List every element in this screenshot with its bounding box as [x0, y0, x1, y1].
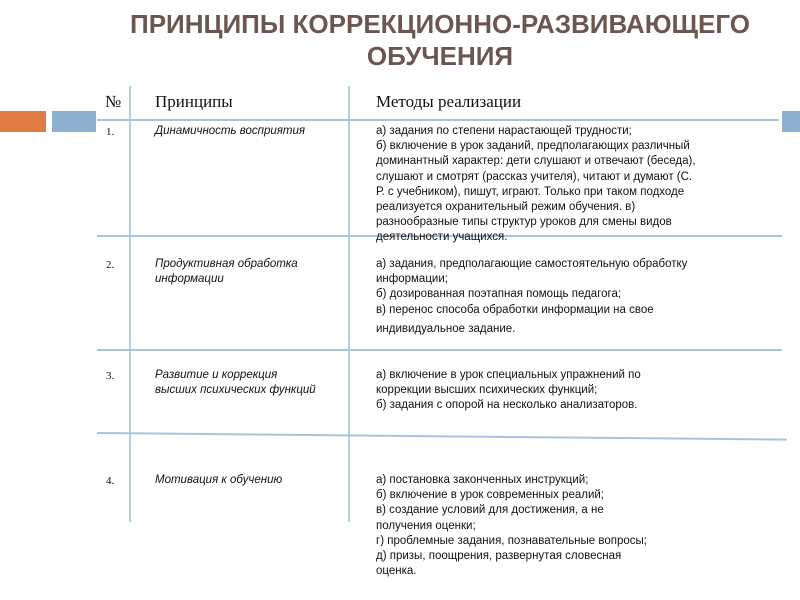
row-principle: [155, 473, 365, 488]
method-line: разнообразные типы структур уроков для смены видов: [376, 216, 672, 229]
row-principle: [155, 368, 365, 398]
method-line: оценка.: [376, 565, 417, 578]
method-line: д) призы, поощрения, развернутая словесная: [376, 550, 622, 563]
principle-line: Продуктивная обработка: [155, 258, 298, 270]
slide-title: [80, 8, 800, 72]
row-methods: [376, 473, 781, 579]
row-methods: [376, 368, 781, 414]
method-line: доминантный характер: дети слушают и отвечают (беседа),: [376, 155, 696, 168]
method-line: б) задания с опорой на несколько анализаторов.: [376, 399, 638, 412]
row-number: 3.: [106, 370, 115, 382]
row-methods: [376, 257, 781, 337]
method-line: получения оценки;: [376, 519, 476, 532]
header-number: №: [105, 92, 122, 111]
table-column-divider-2: [348, 86, 350, 522]
table-row-divider-2: [97, 349, 782, 351]
method-line: деятельности учащихся.: [376, 231, 508, 244]
method-line: в) создание условий для достижения, а не: [376, 504, 604, 517]
method-line: реализуется охранительный режим обучения. в): [376, 201, 636, 214]
principle-line: информации: [155, 273, 224, 285]
method-line: а) постановка законченных инструкций;: [376, 474, 589, 486]
method-line: в) перенос способа обработки информации на свое: [376, 303, 654, 316]
row-principle: [155, 257, 365, 287]
table-header-divider: [97, 119, 779, 121]
row-number: 4.: [106, 475, 115, 487]
principle-line: Динамичность восприятия: [155, 125, 306, 137]
decor-blue-block-right: [782, 111, 800, 132]
row-number: 2.: [106, 259, 115, 271]
method-line: б) дозированная поэтапная помощь педагога;: [376, 288, 622, 301]
slide-title-line-2: ОБУЧЕНИЯ: [366, 41, 514, 71]
method-line: Р. с учебником), пишут, играют. Только при таком подходе: [376, 185, 685, 198]
method-line: коррекции высших психических функций;: [376, 384, 598, 397]
method-line: слушают и смотрят (рассказ учителя), читают и думают (С.: [376, 170, 693, 183]
method-line: г) проблемные задания, познавательные вопросы;: [376, 534, 647, 547]
decor-orange-block: [0, 111, 46, 132]
principle-line: Мотивация к обучению: [155, 474, 283, 486]
header-principles: Принципы: [155, 92, 233, 111]
table-column-divider-1: [129, 86, 131, 522]
row-number: 1.: [106, 126, 115, 138]
header-methods: Методы реализации: [376, 92, 522, 111]
method-line: б) включение в урок заданий, предполагающих различный: [376, 140, 690, 153]
row-principle: [155, 124, 365, 139]
method-line: индивидуальное задание.: [376, 322, 516, 335]
row-methods: [376, 124, 781, 246]
principle-line: Развитие и коррекция: [155, 369, 278, 381]
method-line: а) задания, предполагающие самостоятельную обработку: [376, 258, 688, 270]
slide-title-line-1: ПРИНЦИПЫ КОРРЕКЦИОННО-РАЗВИВАЮЩЕГО: [130, 9, 750, 39]
method-line: информации;: [376, 273, 448, 286]
principle-line: высших психических функций: [155, 384, 316, 396]
decor-blue-block-left: [52, 111, 96, 132]
table-row-divider-3: [97, 432, 787, 440]
method-line: а) включение в урок специальных упражнений по: [376, 369, 641, 381]
method-line: а) задания по степени нарастающей трудности;: [376, 125, 632, 137]
method-line: б) включение в урок современных реалий;: [376, 489, 604, 502]
